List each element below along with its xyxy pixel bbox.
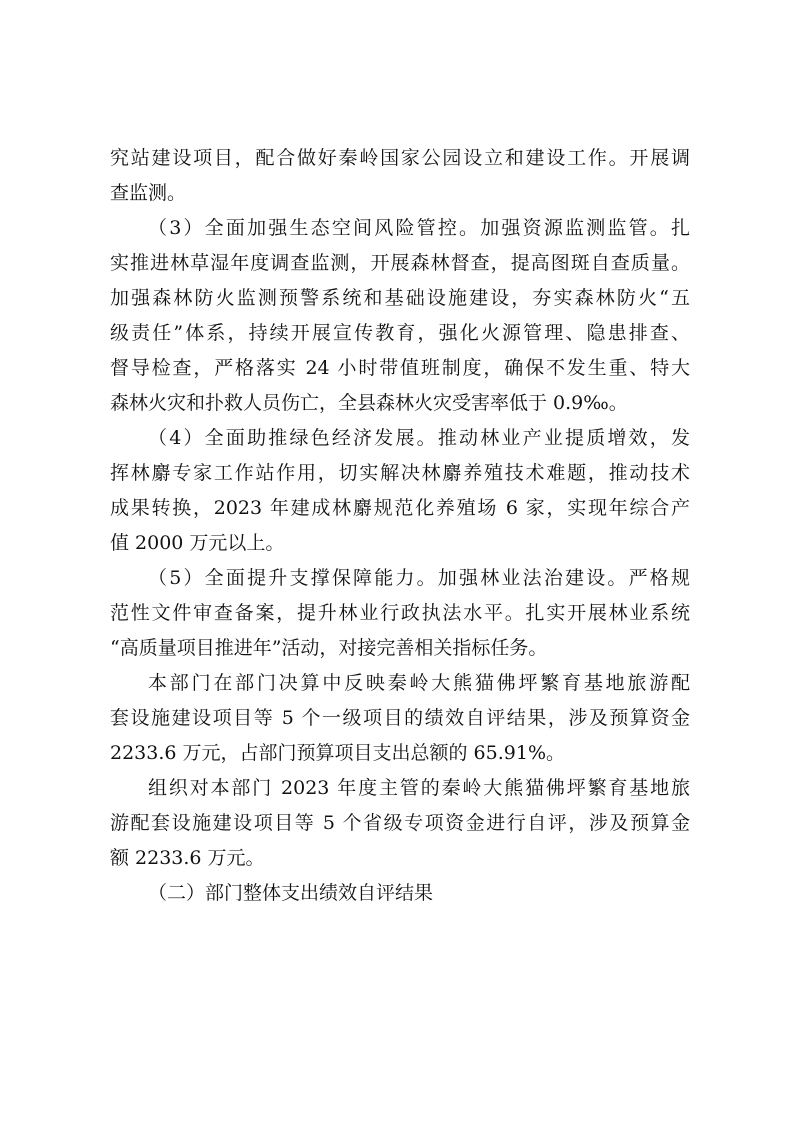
paragraph-line: （3）全面加强生态空间风险管控。加强资源监测监管。扎: [148, 217, 690, 239]
paragraph-line: 究站建设项目，配合做好秦岭国家公园设立和建设工作。开展调: [110, 147, 690, 169]
body-text: [110, 141, 690, 911]
paragraph-line: 游配套设施建设项目等 5 个省级专项资金进行自评，涉及预算金: [110, 812, 690, 834]
paragraph-line: 挥林麝专家工作站作用，切实解决林麝养殖技术难题，推动技术: [110, 462, 690, 484]
paragraph-line: 范性文件审查备案，提升林业行政执法水平。扎实开展林业系统: [110, 602, 690, 624]
section-heading: （二）部门整体支出绩效自评结果: [148, 882, 434, 904]
paragraph-line: 2233.6 万元，占部门预算项目支出总额的 65.91%。: [110, 742, 566, 764]
paragraph-line: 额 2233.6 万元。: [110, 847, 265, 869]
paragraph-line: 督导检查，严格落实 24 小时带值班制度，确保不发生重、特大: [110, 357, 690, 379]
paragraph-line: 套设施建设项目等 5 个一级项目的绩效自评结果，涉及预算资金: [110, 707, 690, 729]
paragraph-line: “高质量项目推进年”活动，对接完善相关指标任务。: [110, 637, 548, 659]
paragraph-line: 加强森林防火监测预警系统和基础设施建设，夯实森林防火“五: [110, 287, 690, 309]
paragraph-line: 值 2000 万元以上。: [110, 532, 285, 554]
paragraph-line: 查监测。: [110, 182, 187, 204]
paragraph-line: 级责任”体系，持续开展宣传教育，强化火源管理、隐患排查、: [110, 322, 690, 344]
paragraph-line: （4）全面助推绿色经济发展。推动林业产业提质增效，发: [148, 427, 690, 449]
paragraph-line: 成果转换，2023 年建成林麝规范化养殖场 6 家，实现年综合产: [110, 497, 690, 519]
paragraph-line: 组织对本部门 2023 年度主管的秦岭大熊猫佛坪繁育基地旅: [148, 777, 690, 799]
paragraph-line: 森林火灾和扑救人员伤亡，全县森林火灾受害率低于 0.9‰。: [110, 392, 628, 414]
paragraph-line: （5）全面提升支撑保障能力。加强林业法治建设。严格规: [148, 567, 690, 589]
paragraph-line: 实推进林草湿年度调查监测，开展森林督查，提高图斑自查质量。: [110, 252, 690, 274]
paragraph-line: 本部门在部门决算中反映秦岭大熊猫佛坪繁育基地旅游配: [148, 672, 690, 694]
